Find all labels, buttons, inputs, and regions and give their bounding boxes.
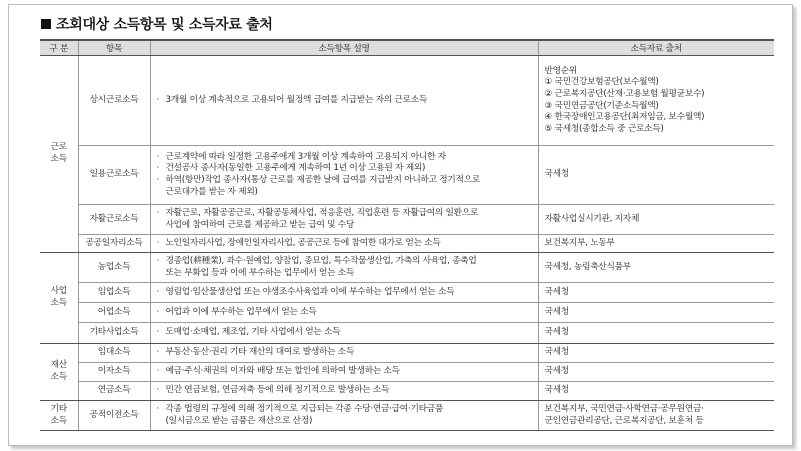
item-description: · 3개월 이상 계속적으로 고용되어 월정액 급여를 지급받는 자의 근로소득 [150, 56, 538, 146]
item-source: 국세청 [538, 303, 774, 323]
table-row [40, 303, 774, 323]
table-row [40, 146, 774, 205]
table-row [40, 363, 774, 382]
item-description: · 노인일자리사업, 장애인일자리사업, 공공근로 등에 참여한 대가로 얻는 소득 [150, 235, 538, 253]
item-source: 국세청 [538, 382, 774, 401]
item-description: · 근로계약에 따라 일정한 고용주에게 3개월 이상 계속하여 고용되지 아니한 자 · 건설공사 종사자(동일한 고용주에게 계속하여 1년 이상 고용된 자 제외) · 하역(항만)작업 종사자(통상 근로를 제공한 날에 급여를 지급받지 아니하고 정기적으로 근로대가를 받는 자 제외) [150, 146, 538, 205]
item-name: 이자소득 [78, 363, 150, 382]
group-label: 사업 소득 [40, 253, 78, 344]
income-table [40, 39, 774, 431]
item-description: · 영림업·임산물생산업 또는 야생조수사육업과 이에 부수하는 업무에서 얻는 소득 [150, 283, 538, 303]
table-row [40, 344, 774, 363]
page-title [41, 14, 273, 34]
item-description: · 부동산·동산·권리 기타 재산의 대여로 발생하는 소득 [150, 344, 538, 363]
item-source: 국세청 [538, 146, 774, 205]
header-source: 소득자료 출처 [538, 40, 774, 56]
table-row [40, 235, 774, 253]
item-source: 국세청 [538, 344, 774, 363]
item-name: 농업소득 [78, 253, 150, 283]
item-name: 어업소득 [78, 303, 150, 323]
item-source: 국세청, 농림축산식품부 [538, 253, 774, 283]
item-description: · 민간 연금보험, 연금저축 등에 의해 정기적으로 발생하는 소득 [150, 382, 538, 401]
item-name: 자활근로소득 [78, 205, 150, 235]
item-description: · 도매업·소매업, 제조업, 기타 사업에서 얻는 소득 [150, 323, 538, 344]
table-row [40, 323, 774, 344]
page-title-text: 조회대상 소득항목 및 소득자료 출처 [56, 17, 273, 33]
item-description: · 자활근로, 자활공공근로, 자활공동체사업, 적응훈련, 직업훈련 등 자활급여의 일환으로 사업에 참여하여 근로를 제공하고 받는 급여 및 수당 [150, 205, 538, 235]
header-description: 소득항목 설명 [150, 40, 538, 56]
table-row [40, 56, 774, 146]
header-row [40, 40, 774, 56]
item-name: 공공일자리소득 [78, 235, 150, 253]
header-item: 항목 [78, 40, 150, 56]
item-name: 연금소득 [78, 382, 150, 401]
item-description: · 각종 법령의 규정에 의해 정기적으로 지급되는 각종 수당·연금·급여·기타금품 (일시금으로 받는 금품은 재산으로 산정) [150, 401, 538, 431]
table-row [40, 253, 774, 283]
item-source: 반영순위 ① 국민건강보험공단(보수월액) ② 근로복지공단(산재·고용보험 월평균보수) ③ 국민연금공단(기준소득월액) ④ 한국장애인고용공단(최저임금, 보수월액) ⑤ 국세청(종합소득 중 근로소득) [538, 56, 774, 146]
item-description: · 어업과 이에 부수하는 업무에서 얻는 소득 [150, 303, 538, 323]
item-name: 일용근로소득 [78, 146, 150, 205]
header-category: 구 분 [40, 40, 78, 56]
item-name: 기타사업소득 [78, 323, 150, 344]
item-source: 자활사업실시기관, 지자체 [538, 205, 774, 235]
table-row [40, 382, 774, 401]
black-square-icon [41, 19, 51, 29]
table-row [40, 401, 774, 431]
group-label: 근로 소득 [40, 56, 78, 253]
item-name: 임대소득 [78, 344, 150, 363]
item-name: 임업소득 [78, 283, 150, 303]
table-row [40, 205, 774, 235]
item-source: 국세청 [538, 323, 774, 344]
group-label: 기타 소득 [40, 401, 78, 431]
item-name: 상시근로소득 [78, 56, 150, 146]
group-label: 재산 소득 [40, 344, 78, 401]
item-source: 보건복지부, 국민연금·사학연금·공무원연금· 군인연금관리공단, 근로복지공단, 보훈처 등 [538, 401, 774, 431]
item-description: · 경종업(耕種業), 과수·원예업, 양잠업, 종묘업, 특수작물생산업, 가축의 사육업, 종축업 또는 부화업 등과 이에 부수하는 업무에서 얻는 소득 [150, 253, 538, 283]
table-row [40, 283, 774, 303]
item-name: 공적이전소득 [78, 401, 150, 431]
item-source: 보건복지부, 노동부 [538, 235, 774, 253]
item-source: 국세청 [538, 363, 774, 382]
item-source: 국세청 [538, 283, 774, 303]
item-description: · 예금·주식·채권의 이자와 배당 또는 할인에 의하여 발생하는 소득 [150, 363, 538, 382]
